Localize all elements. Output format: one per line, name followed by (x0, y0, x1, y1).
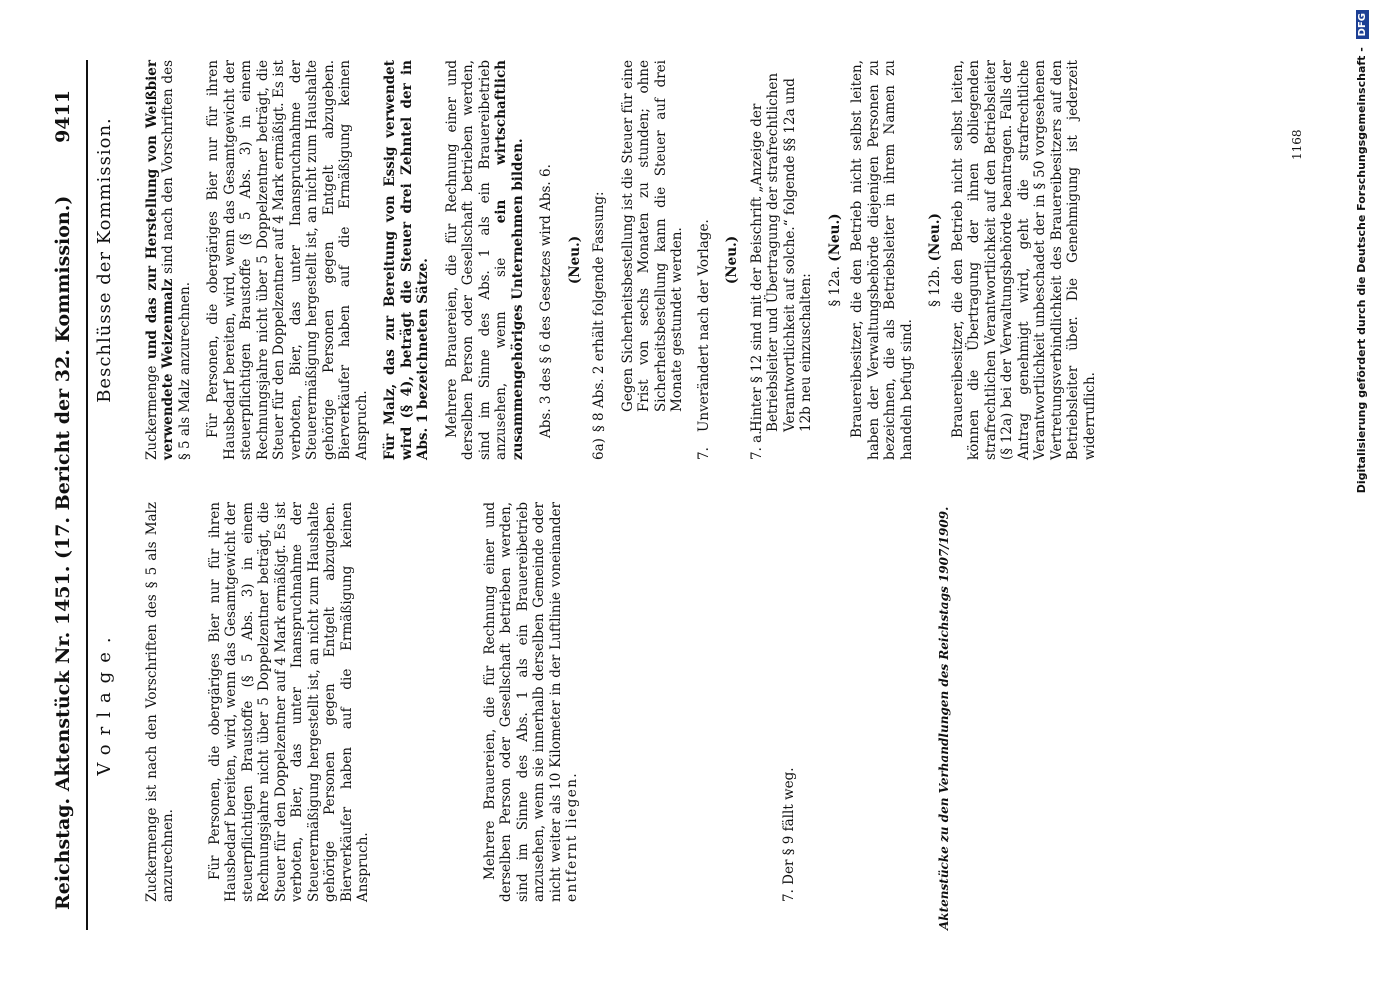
item-6a-text: Gegen Sicherheitsbestellung ist die Steuer für eine Frist von sechs Monaten zu stunden; ohne Sicherheitsbestellung kann die Steuer auf drei Monate gestundet werden. (619, 60, 685, 412)
page-header (52, 90, 82, 910)
paragraph (482, 502, 581, 902)
column-beschluesse (95, 60, 1110, 460)
dfg-logo: DFG (1356, 10, 1369, 39)
paragraph-text: Mehrere Brauereien, die für Rechnung einer und derselben Person oder Gesellschaft betrieben werden, sind im Sinne des Abs. 1 als ein Brauereibetrieb anzusehen, wenn sie (443, 60, 509, 460)
paragraph (144, 60, 194, 460)
item-7a (749, 60, 815, 460)
paragraph-text: Zuckermenge (143, 365, 160, 460)
paragraph-text-bold: ein wirtschaftlich zusammengehöriges Unternehmen bilden. (493, 60, 526, 460)
section-12b-heading (927, 60, 944, 460)
item-7 (696, 60, 713, 460)
credit-text: Digitalisierung gefördert durch die Deutsche Forschungsgemeinschaft - (1355, 47, 1368, 494)
item-6a (591, 60, 608, 460)
neu-label: (Neu.) (927, 213, 943, 262)
paragraph: Für Personen, die obergäriges Bier nur für ihren Hausbedarf bereiten, wird, wenn das Gesamtgewicht der steuerpflichtigen Braustoffe (§ 5 Abs. 3) in einem Rechnungsjahre nicht über 5 Doppelzentner beträgt, die Steuer für den Doppelzentner auf 4 Mark ermäßigt. Es ist verboten, Bier, das unter Inanspruchnahme der Steuerermäßigung hergestellt ist, an nicht zum Haushalte gehörige Personen gegen Entgelt abzugeben. Bierverkäufer haben auf die Ermäßigung keinen Anspruch. (206, 502, 371, 902)
abs3-note: Abs. 3 des § 6 des Gesetzes wird Abs. 6. (538, 164, 554, 438)
item-number: 7. (695, 447, 712, 460)
item-text: Hinter § 12 sind mit der Beischrift „Anzeige der Betriebsleiter und Übertragung der strafrechtlichen Verantwortlichkeit auf solche.“ folgende §§ 12a und 12b neu einzuschalten: (748, 72, 814, 432)
paragraph-text: Mehrere Brauereien, die für Rechnung einer und derselben Person oder Gesellschaft betrieben werden, sind im Sinne des Abs. 1 als ein Brauereibetrieb anzusehen, wenn sie innerhalb derselben Gemeinde oder nicht weiter als 10 Kilometer in der Luftlinie voneinander (481, 502, 564, 902)
item-text: Unverändert nach der Vorlage. (695, 219, 712, 432)
header-page-number: 9411 (52, 90, 74, 143)
digitization-credit (1355, 10, 1369, 830)
paragraph: Zuckermenge ist nach den Vorschriften des § 5 als Malz anzurechnen. (143, 502, 176, 902)
header-title: Reichstag. Aktenstück Nr. 1451. (17. Bericht der 32. Kommission.) (52, 195, 74, 910)
section-12b-text: Brauereibesitzer, die den Betrieb nicht selbst leiten, können die Übertragung der ihnen obliegenden strafrechtlichen Verantwortlichkeit auf den Betriebsleiter (§ 12a) bei der Verwaltungsbehörde beantragen. Falls der Antrag genehmigt wird, geht die strafrechtliche Verantwortlichkeit unbeschadet der in § 50 vorgesehenen Vertretungsverbindlichkeit des Brauereibesitzers auf den Betriebsleiter über. Die Genehmigung ist jederzeit widerruflich. (949, 60, 1098, 460)
section-number: § 12a. (826, 265, 843, 307)
section-number: § 12b. (927, 265, 943, 307)
item-number: 6a) (591, 438, 607, 460)
neu-label: (Neu.) (566, 235, 583, 285)
paragraph-text-spaced: entfernt liegen. (564, 771, 580, 902)
neu-label: (Neu.) (724, 235, 740, 285)
header-rule (86, 60, 88, 930)
column-title: Vorlage. (94, 628, 115, 776)
neu-label: (Neu.) (826, 213, 843, 262)
section-12a-heading (827, 60, 844, 460)
footer-source: Aktenstücke zu den Verhandlungen des Reichstags 1907/1909. (937, 506, 951, 930)
paragraph (444, 60, 527, 460)
item-number: 7. a. (748, 430, 765, 460)
column-vorlage (95, 502, 809, 902)
footer-page-number: 1168 (1290, 129, 1304, 160)
paragraph-text-bold: und das zur Herstellung von Weißbier verwendete Weizenmalz (143, 60, 176, 460)
paragraph-text: sind nach den Vorschriften des § 5 als Malz anzurechnen. (160, 60, 193, 460)
section-12a-text: Brauereibesitzer, die den Betrieb nicht selbst leiten, haben der Verwaltungsbehörde diejenigen Personen zu bezeichnen, die als Betriebsleiter in ihrem Namen zu handeln befugt sind. (849, 60, 915, 460)
column-title: Beschlüsse der Kommission. (94, 117, 115, 403)
paragraph-bold: Für Malz, das zur Bereitung von Essig verwendet wird (§ 4), beträgt die Steuer drei Zehntel der in Abs. 1 bezeichneten Sätze. (382, 60, 431, 460)
item-7: 7. Der § 9 fällt weg. (780, 767, 797, 902)
paragraph: Für Personen, die obergäriges Bier nur für ihren Hausbedarf bereiten, wird, wenn das Gesamtgewicht der steuerpflichtigen Braustoffe (§ 5 Abs. 3) in einem Rechnungsjahre nicht über 5 Doppelzentner beträgt, die Steuer für den Doppelzentner auf 4 Mark ermäßigt. Es ist verboten, Bier, das unter Inanspruchnahme der Steuerermäßigung hergestellt ist, an nicht zum Haushalte gehörige Personen gegen Entgelt abzugeben. Bierverkäufer haben auf die Ermäßigung keinen Anspruch. (205, 60, 370, 460)
item-text: § 8 Abs. 2 erhält folgende Fassung: (591, 191, 607, 432)
